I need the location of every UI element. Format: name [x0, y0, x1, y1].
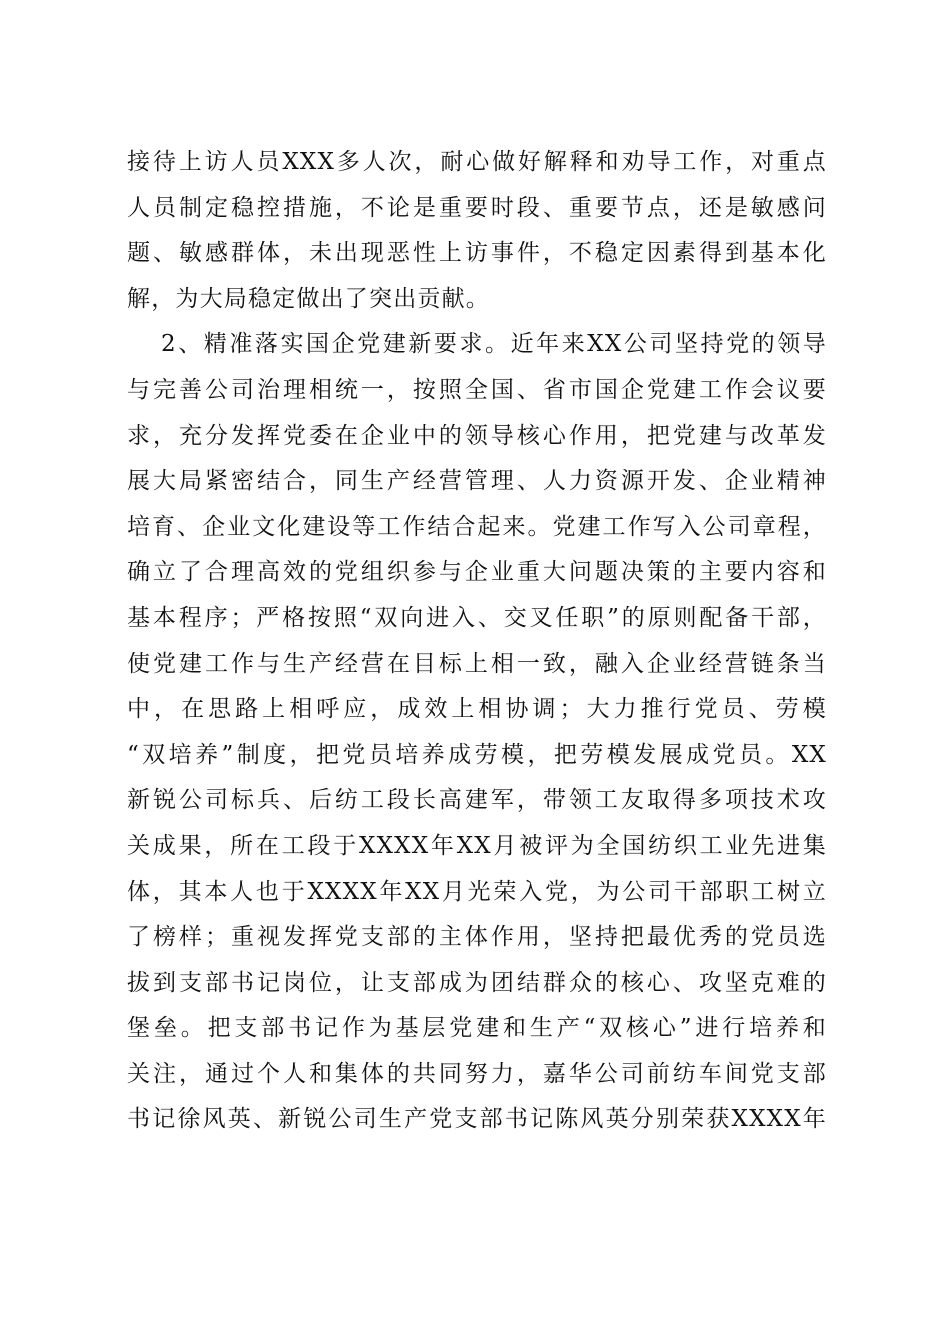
paragraph-2-line-2: 与完善公司治理相统一，按照全国、省市国企党建工作会议要 [127, 376, 827, 403]
paragraph-1-line-4: 解，为大局稳定做出了突出贡献。 [127, 285, 490, 312]
paragraph-2-line-16: 堡垒。把支部书记作为基层党建和生产“双核心”进行培养和 [127, 1015, 827, 1042]
paragraph-2-line-11: 新锐公司标兵、后纺工段长高建军，带领工友取得多项技术攻 [127, 787, 827, 814]
paragraph-2-line-7: 基本程序；严格按照“双向进入、交叉任职”的原则配备干部， [127, 604, 827, 631]
paragraph-1-line-3: 题、敏感群体，未出现恶性上访事件，不稳定因素得到基本化 [127, 240, 827, 267]
paragraph-1 [127, 140, 827, 322]
paragraph-2-line-17: 关注，通过个人和集体的共同努力，嘉华公司前纺车间党支部 [127, 1060, 827, 1087]
paragraph-2-line-3: 求，充分发挥党委在企业中的领导核心作用，把党建与改革发 [127, 422, 827, 449]
paragraph-2-line-6: 确立了合理高效的党组织参与企业重大问题决策的主要内容和 [127, 559, 827, 586]
paragraph-2 [127, 322, 827, 1143]
paragraph-2-line-8: 使党建工作与生产经营在目标上相一致，融入企业经营链条当 [127, 650, 827, 677]
paragraph-2-line-13: 体，其本人也于XXXX年XX月光荣入党，为公司干部职工树立 [127, 878, 827, 905]
paragraph-2-line-12: 关成果，所在工段于XXXX年XX月被评为全国纺织工业先进集 [127, 832, 827, 859]
document-body [127, 140, 827, 1143]
paragraph-1-line-2: 人员制定稳控措施，不论是重要时段、重要节点，还是敏感问 [127, 194, 827, 221]
paragraph-1-line-1: 接待上访人员XXX多人次，耐心做好解释和劝导工作，对重点 [127, 149, 827, 175]
paragraph-2-line-1: 2、精准落实国企党建新要求。近年来XX公司坚持党的领导 [161, 331, 827, 358]
paragraph-2-line-14: 了榜样；重视发挥党支部的主体作用，坚持把最优秀的党员选 [127, 924, 827, 951]
paragraph-2-line-10: “双培养”制度，把党员培养成劳模，把劳模发展成党员。XX [127, 741, 827, 768]
paragraph-2-line-5: 培育、企业文化建设等工作结合起来。党建工作写入公司章程， [127, 513, 827, 540]
paragraph-2-line-15: 拔到支部书记岗位，让支部成为团结群众的核心、攻坚克难的 [127, 969, 827, 996]
paragraph-2-line-9: 中，在思路上相呼应，成效上相协调；大力推行党员、劳模 [127, 696, 827, 723]
paragraph-2-line-18: 书记徐风英、新锐公司生产党支部书记陈风英分别荣获XXXX年 [127, 1106, 827, 1133]
paragraph-2-line-4: 展大局紧密结合，同生产经营管理、人力资源开发、企业精神 [127, 468, 827, 495]
